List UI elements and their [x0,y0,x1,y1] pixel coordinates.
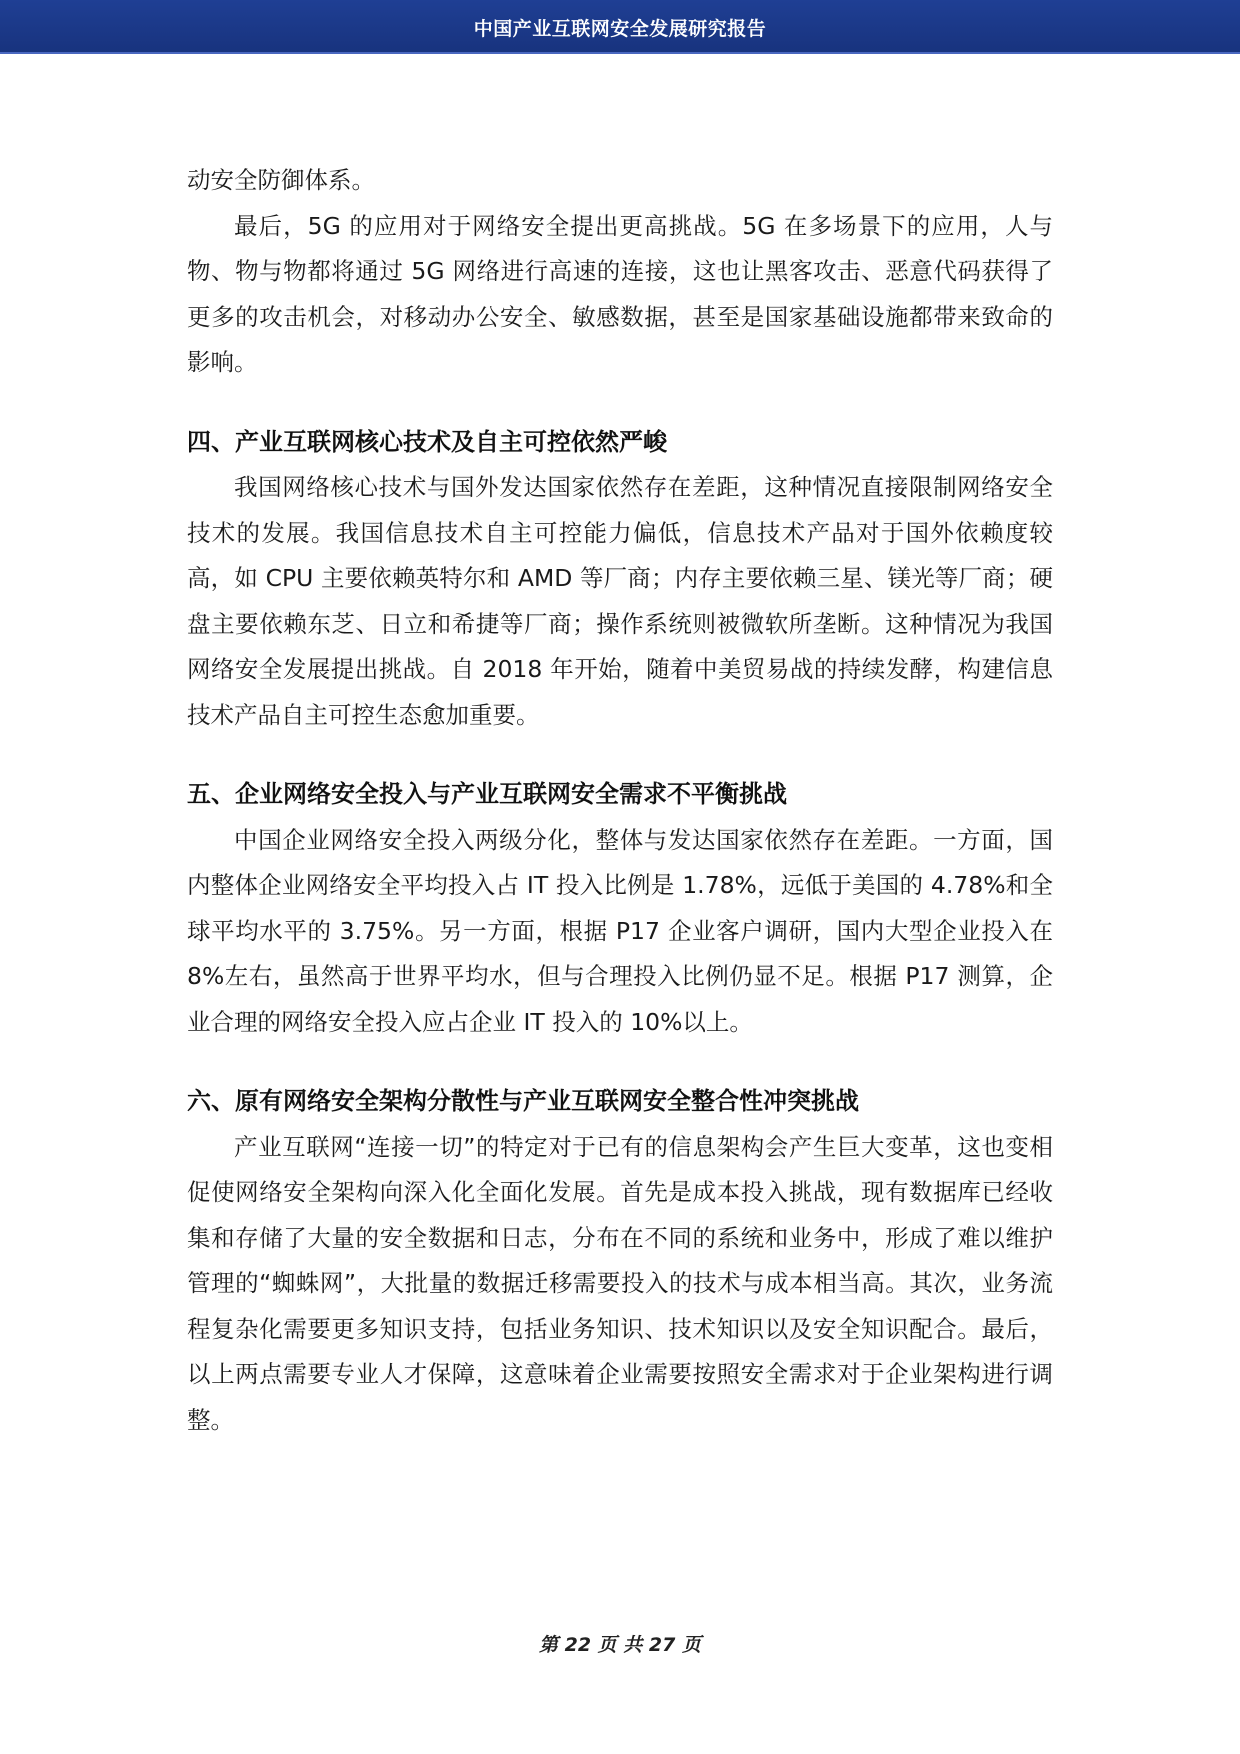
page-number: 第 22 页 共 27 页 [539,1634,701,1656]
body-paragraph: 我国网络核心技术与国外发达国家依然存在差距，这种情况直接限制网络安全技术的发展。我国信息技术自主可控能力偏低，信息技术产品对于国外依赖度较高，如 CPU 主要依赖英特尔和 AMD 等厂商；内存主要依赖三星、镁光等厂商；硬盘主要依赖东芝、日立和希捷等厂商；操作系统则被微软所垄断。这种情况为我国网络安全发展提出挑战。自 2018 年开始，随着中美贸易战的持续发酵，构建信息技术产品自主可控生态愈加重要。 [187,473,1053,729]
body-paragraph: 产业互联网“连接一切”的特定对于已有的信息架构会产生巨大变革，这也变相促使网络安全架构向深入化全面化发展。首先是成本投入挑战，现有数据库已经收集和存储了大量的安全数据和日志，分布在不同的系统和业务中，形成了难以维护管理的“蜘蛛网”，大批量的数据迁移需要投入的技术与成本相当高。其次，业务流程复杂化需要更多知识支持，包括业务知识、技术知识以及安全知识配合。最后，以上两点需要专业人才保障，这意味着企业需要按照安全需求对于企业架构进行调整。 [187,1132,1053,1434]
body-paragraph: 动安全防御体系。 [187,166,375,194]
report-title: 中国产业互联网安全发展研究报告 [473,18,767,40]
body-paragraph: 中国企业网络安全投入两级分化，整体与发达国家依然存在差距。一方面，国内整体企业网络安全平均投入占 IT 投入比例是 1.78%，远低于美国的 4.78%和全球平均水平的 3.75%。另一方面，根据 P17 企业客户调研，国内大型企业投入在 8%左右，虽然高于世界平均水，但与合理投入比例仍显不足。根据 P17 测算，企业合理的网络安全投入应占企业 IT 投入的 10%以上。 [187,825,1053,1036]
section-heading: 六、原有网络安全架构分散性与产业互联网安全整合性冲突挑战 [187,1087,859,1115]
section-heading: 五、企业网络安全投入与产业互联网安全需求不平衡挑战 [187,780,787,808]
section-gap [187,1045,1053,1079]
page-content [187,158,1053,1443]
body-paragraph: 最后，5G 的应用对于网络安全提出更高挑战。5G 在多场景下的应用，人与物、物与物都将通过 5G 网络进行高速的连接，这也让黑客攻击、恶意代码获得了更多的攻击机会，对移动办公安全、敏感数据，甚至是国家基础设施都带来致命的影响。 [187,211,1053,376]
section-gap [187,386,1053,420]
section-gap [187,738,1053,772]
section-heading: 四、产业互联网核心技术及自主可控依然严峻 [187,427,667,456]
header-bar [0,0,1240,54]
